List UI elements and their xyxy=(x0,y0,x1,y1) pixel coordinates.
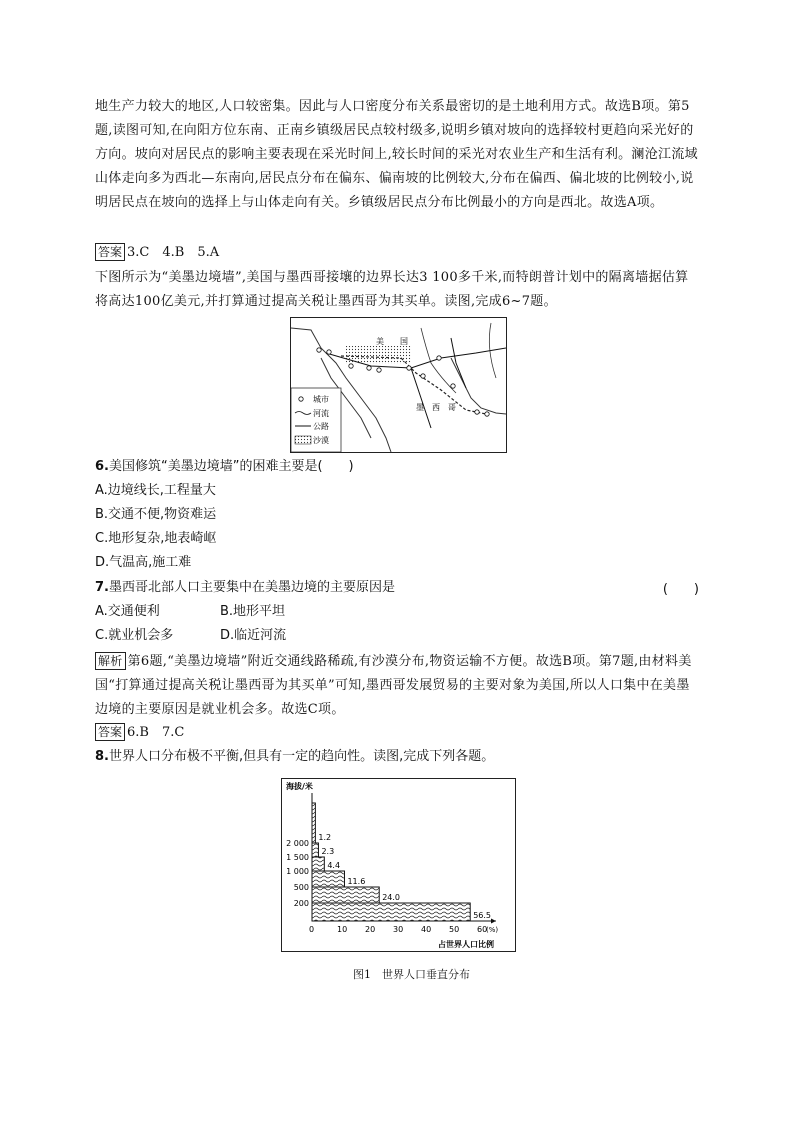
x-axis-arrow-icon xyxy=(491,919,496,924)
city-icon xyxy=(367,366,371,370)
question-number: 6. xyxy=(95,459,109,474)
x-tick-label: 0 xyxy=(309,925,315,934)
city-icon xyxy=(377,368,381,372)
q6-option-d[interactable]: D.气温高,施工难 xyxy=(95,555,192,570)
answer-block-1 xyxy=(95,242,219,264)
city-icon xyxy=(421,374,425,378)
q7-option-d[interactable]: D.临近河流 xyxy=(220,628,287,643)
city-icon xyxy=(437,356,441,360)
value-label: 11.6 xyxy=(347,877,366,886)
q7-option-a[interactable]: A.交通便利 xyxy=(95,604,160,619)
x-tick-label: 10 xyxy=(337,925,348,934)
q6-option-b[interactable]: B.交通不便,物资难运 xyxy=(95,507,217,522)
legend-city-icon xyxy=(299,397,303,401)
bar-1 000-1 500 xyxy=(312,857,324,871)
value-label: 1.2 xyxy=(318,833,332,842)
q6-option-c[interactable]: C.地形复杂,地表崎岖 xyxy=(95,531,217,546)
bar-1 500-2 000 xyxy=(312,843,318,857)
y-tick-label: 2 000 xyxy=(286,839,309,848)
x-tick-label: 20 xyxy=(365,925,376,934)
question-number: 8. xyxy=(95,749,109,764)
border-map xyxy=(290,317,507,453)
legend-river: 河流 xyxy=(313,409,329,418)
analysis-text: 第6题,“美墨边境墙”附近交通线路稀疏,有沙漠分布,物资运输不方便。故选B项。第7题,由材料美国“打算通过提高关税让墨西哥为其买单”可知,墨西哥发展贸易的主要对象为美国,所以人口集中在美墨边境的主要原因是就业机会多。故选C项。 xyxy=(95,654,692,717)
answer-text: 6.B 7.C xyxy=(127,725,185,740)
analysis-block xyxy=(95,650,700,722)
gulf-coastline xyxy=(451,358,506,414)
city-icon xyxy=(327,350,331,354)
bar->2 000 xyxy=(312,803,315,843)
q6-option-a[interactable]: A.边境线长,工程量大 xyxy=(95,483,216,498)
legend-desert-icon xyxy=(295,436,311,444)
question-intro: 下图所示为“美墨边境墙”,美国与墨西哥接壤的边界长达3 100多千米,而特朗普计划中的隔离墙据估算将高达100亿美元,并打算通过提高关税让墨西哥为其买单。读图,完成6~7题。 xyxy=(95,270,689,309)
value-label: 56.5 xyxy=(473,911,492,920)
question-8 xyxy=(95,746,494,768)
analysis-tag: 解析 xyxy=(95,652,126,670)
legend-desert: 沙漠 xyxy=(313,436,329,445)
city-icon xyxy=(407,366,411,370)
question-stem: 世界人口分布极不平衡,但具有一定的趋向性。读图,完成下列各题。 xyxy=(108,749,495,764)
x-unit-label: (%) xyxy=(486,926,499,934)
city-icon xyxy=(317,348,321,352)
q7-option-c[interactable]: C.就业机会多 xyxy=(95,628,174,643)
y-tick-label: 1 500 xyxy=(286,853,309,862)
bar-500-1 000 xyxy=(312,871,344,887)
x-tick-label: 50 xyxy=(449,925,460,934)
legend-road: 公路 xyxy=(313,422,329,431)
answer-text: 3.C 4.B 5.A xyxy=(127,245,220,260)
legend-city: 城市 xyxy=(313,395,329,404)
city-icon xyxy=(485,412,489,416)
value-label: 4.4 xyxy=(327,861,341,870)
bar-200-500 xyxy=(312,887,379,903)
answer-block-2 xyxy=(95,722,184,744)
city-icon xyxy=(475,410,479,414)
y-tick-label: 200 xyxy=(293,899,309,908)
question-6 xyxy=(95,456,354,478)
population-chart xyxy=(281,778,516,952)
city-icon xyxy=(451,384,455,388)
x-tick-label: 60 xyxy=(477,925,488,934)
question-7 xyxy=(95,577,395,599)
y-tick-label: 1 000 xyxy=(286,867,309,876)
question-stem: 墨西哥北部人口主要集中在美墨边境的主要原因是 xyxy=(108,580,395,595)
value-label: 2.3 xyxy=(321,847,335,856)
chart-caption: 图1 世界人口垂直分布 xyxy=(353,968,470,981)
answer-tag: 答案 xyxy=(95,243,125,261)
label-usa: 美 国 xyxy=(376,337,408,346)
x-tick-label: 30 xyxy=(393,925,404,934)
q7-option-b[interactable]: B.地形平坦 xyxy=(220,604,286,619)
value-label: 24.0 xyxy=(382,893,401,902)
map-svg xyxy=(291,318,506,452)
question-stem: 美国修筑“美墨边境墙”的困难主要是( ) xyxy=(108,459,354,474)
bar-<200 xyxy=(312,903,470,921)
question-number: 7. xyxy=(95,580,109,595)
y-axis-label: 海拔/米 xyxy=(286,782,313,791)
answer-tag: 答案 xyxy=(95,723,125,741)
label-mexico: 墨 西 哥 xyxy=(416,403,456,412)
x-axis-label: 占世界人口比例 xyxy=(438,940,494,949)
y-tick-label: 500 xyxy=(293,883,309,892)
city-icon xyxy=(349,364,353,368)
answer-paren: ( ) xyxy=(662,582,699,597)
chart-svg xyxy=(282,779,515,951)
previous-explanation: 地生产力较大的地区,人口较密集。因此与人口密度分布关系最密切的是土地利用方式。故选B项。第5题,读图可知,在向阳方位东南、正南乡镇级居民点较村级多,说明乡镇对坡向的选择较村更趋向采光好的方向。坡向对居民点的影响主要表现在采光时间上,较长时间的采光对农业生产和生活有利。澜沧江流域山体走向多为西北—东南向,居民点分布在偏东、偏南坡的比例较大,分布在偏西、偏北坡的比例较小,说明居民点在坡向的选择上与山体走向有关。乡镇级居民点分布比例最小的方向是西北。故选A项。 xyxy=(95,99,698,210)
x-tick-label: 40 xyxy=(421,925,432,934)
